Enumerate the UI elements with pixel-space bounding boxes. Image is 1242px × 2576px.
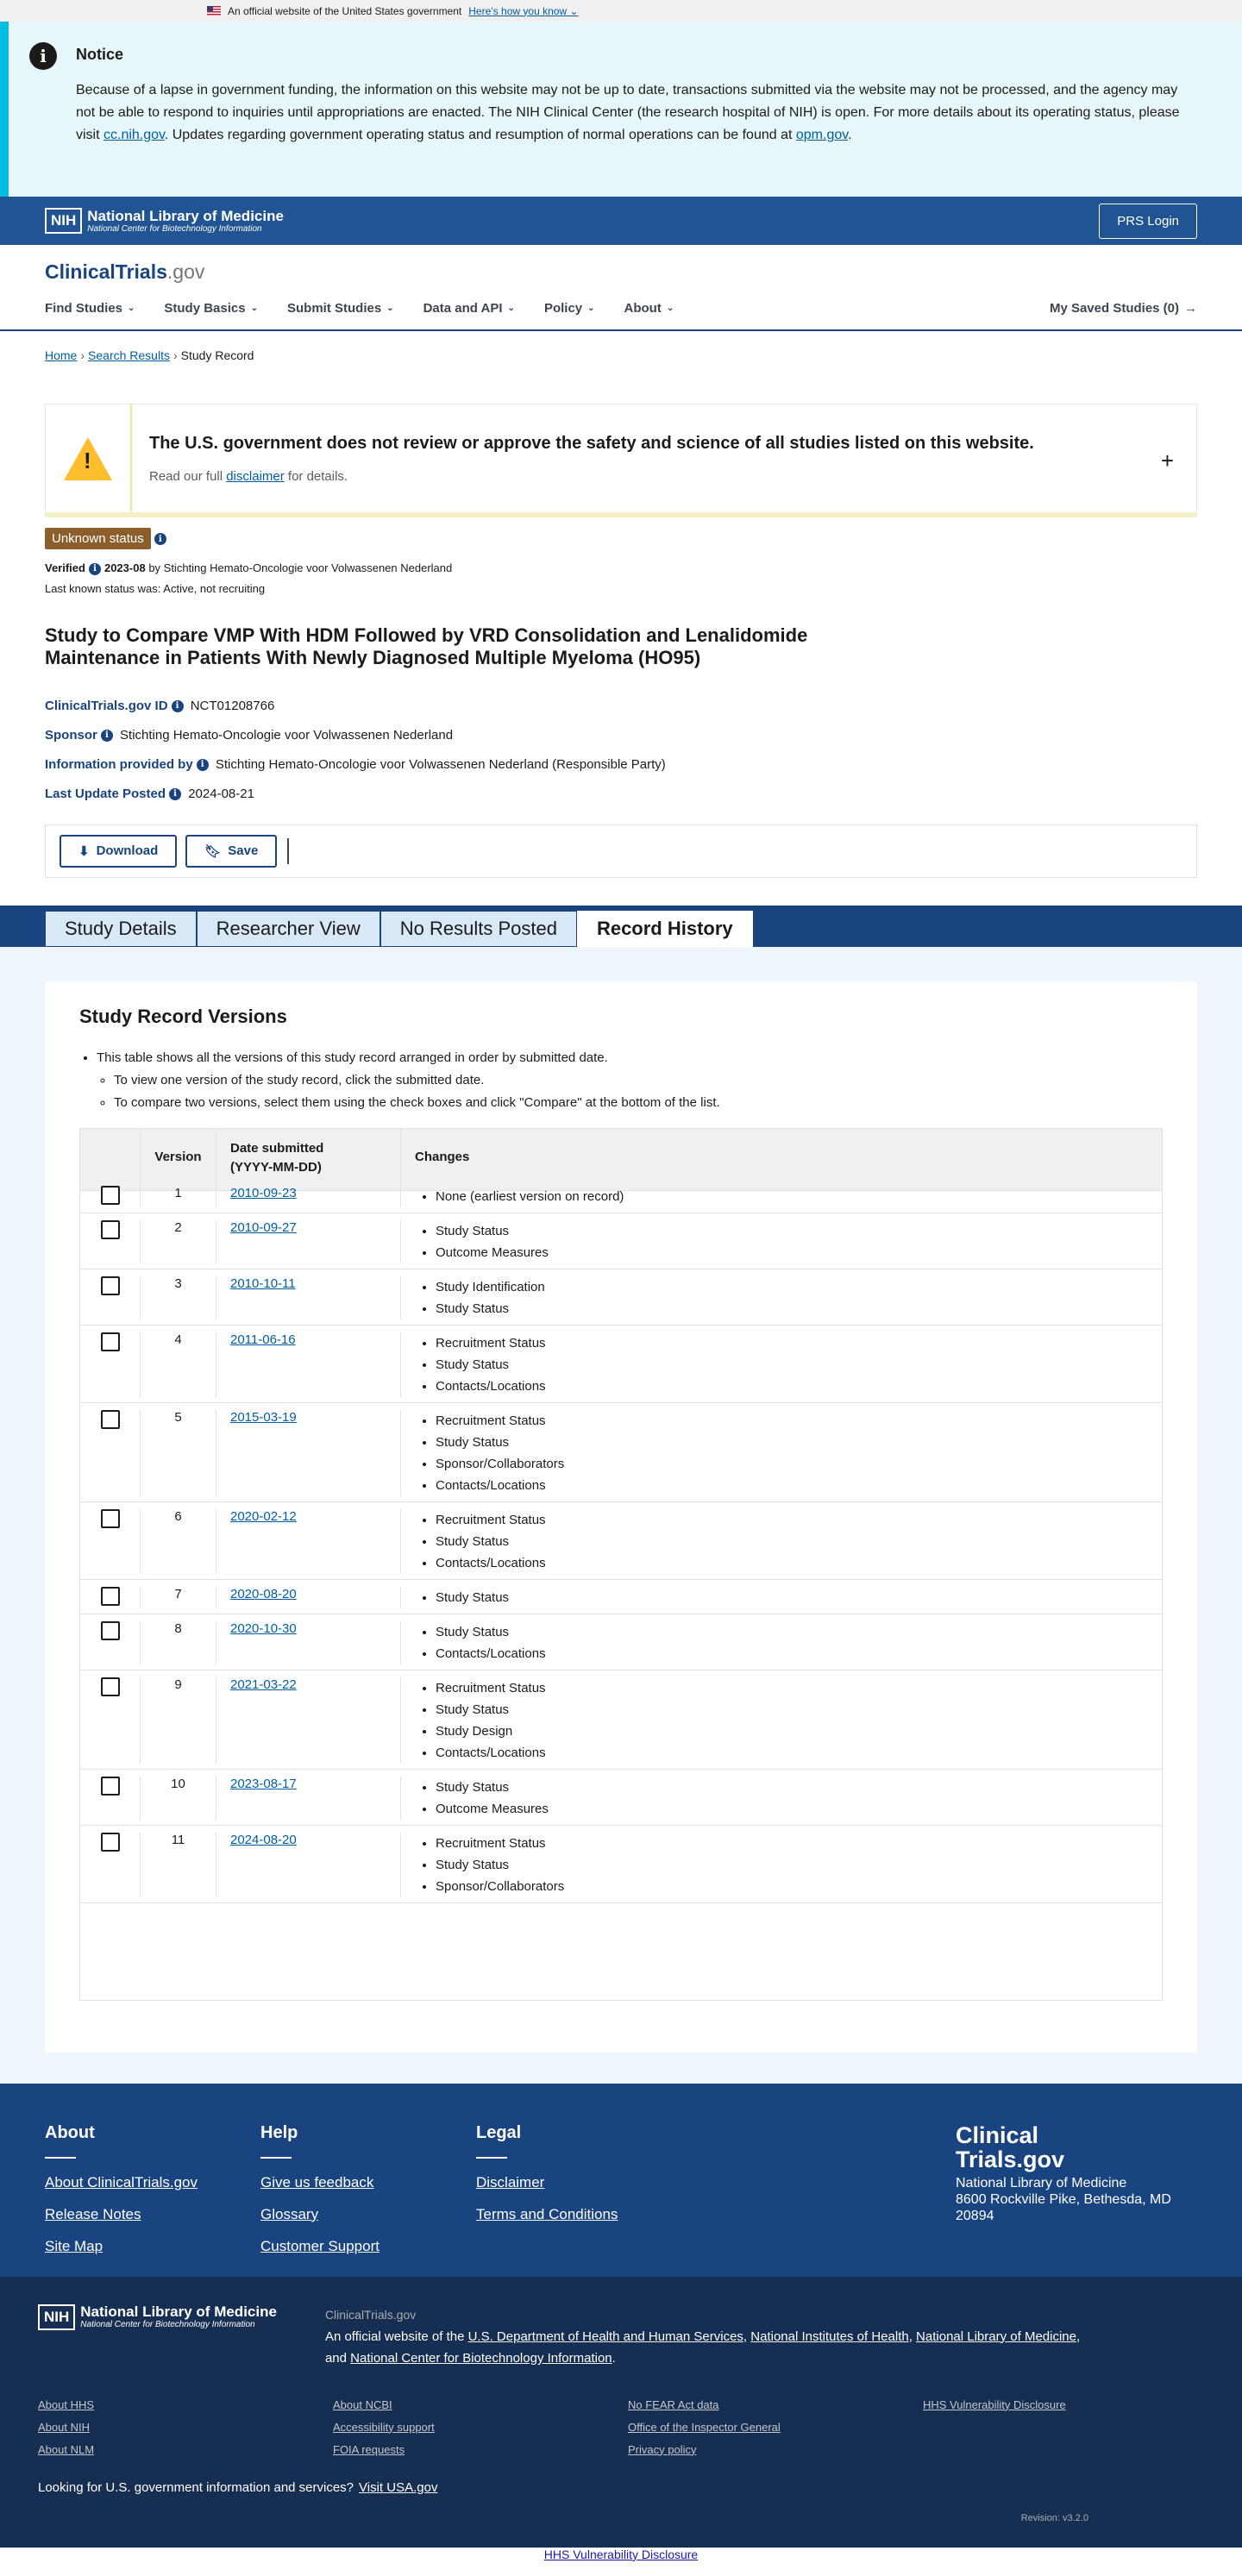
table-row [80, 1403, 1162, 1502]
usa-gov-link[interactable]: Visit USA.gov [359, 2479, 438, 2495]
footer-link[interactable]: Site Map [45, 2237, 104, 2254]
version-checkbox[interactable] [101, 1509, 120, 1528]
study-meta [45, 692, 1197, 809]
chevron-down-icon: ⌄ [507, 304, 515, 313]
footer-link[interactable]: HHS Vulnerability Disclosure [923, 2397, 1066, 2411]
footer-link[interactable]: Release Notes [45, 2205, 141, 2222]
divider [287, 838, 289, 864]
version-checkbox[interactable] [101, 1410, 120, 1429]
changes-list [436, 1777, 1162, 1820]
notice-alert [0, 22, 1242, 197]
table-row [80, 1614, 1162, 1670]
version-date-link[interactable]: 2023-08-17 [230, 1776, 297, 1791]
version-checkbox[interactable] [101, 1220, 120, 1239]
change-item: • Study Status [436, 1298, 1162, 1319]
chevron-right-icon: › [80, 348, 85, 362]
chevron-down-icon: ⌄ [587, 304, 595, 313]
breadcrumb [0, 331, 1242, 379]
change-item: • Study Status [436, 1432, 1162, 1453]
nav-about[interactable]: About ⌄ [624, 301, 674, 316]
breadcrumb-current: Study Record [180, 348, 254, 362]
version-date-link[interactable]: 2010-10-11 [230, 1275, 296, 1291]
change-item: • Recruitment Status [436, 1410, 1162, 1432]
change-item: • Sponsor/Collaborators [436, 1453, 1162, 1475]
nlm-header [0, 197, 1242, 245]
change-item: • Study Identification [436, 1276, 1162, 1298]
change-item: • Study Status [436, 1621, 1162, 1643]
footer-link[interactable]: About NLM [38, 2442, 95, 2456]
version-number: 1 [141, 1186, 216, 1207]
info-icon[interactable]: i [197, 759, 209, 771]
chevron-right-icon: › [172, 348, 178, 362]
action-bar [45, 824, 1197, 878]
change-item: • Contacts/Locations [436, 1643, 1162, 1664]
changes-list [436, 1220, 1162, 1263]
disclaimer-alert [45, 404, 1197, 517]
version-checkbox[interactable] [101, 1332, 120, 1351]
footer-link[interactable]: Disclaimer [476, 2173, 545, 2191]
change-item: • Study Status [436, 1354, 1162, 1376]
download-icon: ⬇ [78, 843, 90, 859]
version-date-link[interactable]: 2020-08-20 [230, 1586, 297, 1601]
change-item: • Study Status [436, 1699, 1162, 1720]
usa-gov-line: Looking for U.S. government information and services? Visit USA.gov [38, 2479, 438, 2495]
last-update-label: Last Update Posted [45, 787, 166, 802]
change-item: • Outcome Measures [436, 1242, 1162, 1263]
table-row [80, 1670, 1162, 1770]
versions-instructions: • This table shows all the versions of this study record arranged in order by submitted date. ◦ To view one version of the study record, click the submitted date. ◦ To compare two versions, select them using the check boxes and click "Compare" at the bottom of the list. [97, 1047, 1163, 1114]
footer-link[interactable]: Office of the Inspector General [628, 2420, 781, 2434]
chevron-down-icon: ⌄ [666, 304, 674, 313]
version-number: 7 [141, 1587, 216, 1608]
record-history-section [0, 947, 1242, 2084]
version-date-link[interactable]: 2010-09-27 [230, 1219, 297, 1235]
version-date-link[interactable]: 2015-03-19 [230, 1409, 297, 1425]
change-item: • Outcome Measures [436, 1798, 1162, 1820]
last-known-status: Last known status was: Active, not recruiting [45, 581, 266, 595]
how-you-know-link[interactable]: Here’s how you know ⌄ [468, 4, 579, 17]
changes-list [436, 1833, 1162, 1897]
table-row [80, 1326, 1162, 1403]
version-checkbox[interactable] [101, 1587, 120, 1606]
change-item: • Recruitment Status [436, 1833, 1162, 1854]
footer-link[interactable]: Glossary [260, 2205, 319, 2222]
version-checkbox[interactable] [101, 1186, 120, 1205]
breadcrumb-home[interactable]: Home [45, 348, 78, 362]
info-icon: i [29, 42, 57, 70]
change-item: • Recruitment Status [436, 1509, 1162, 1531]
footer-link[interactable]: Customer Support [260, 2237, 380, 2254]
col-version: Version [141, 1129, 216, 1190]
official-statement: ClinicalTrials.gov An official website of the U.S. Department of Health and Human Services, National Institutes of Health, National Library of Medicine, and National Center for Biotechnology Information. [324, 2307, 1081, 2366]
footer-top [0, 2084, 1242, 2277]
footer-brand: Clinical Trials.gov National Library of Medicine 8600 Rockville Pike, Bethesda, MD 20894 [956, 2122, 1171, 2223]
chevron-down-icon: ⌄ [386, 304, 394, 313]
chevron-down-icon: ⌄ [250, 304, 258, 313]
study-title: Study to Compare VMP With HDM Followed by VRD Consolidation and Lenalidomide Maintenance in Patients With Newly Diagnosed Multiple Myeloma (HO95) [45, 624, 808, 668]
col-changes: Changes [415, 1149, 470, 1164]
footer-gov-links [38, 2398, 1204, 2456]
change-item: • Sponsor/Collaborators [436, 1876, 1162, 1897]
changes-list [436, 1186, 1162, 1207]
table-row [80, 1770, 1162, 1826]
versions-title: Study Record Versions [79, 1005, 287, 1027]
footer-bottom [0, 2277, 1242, 2548]
chevron-down-icon: ⌄ [128, 304, 135, 313]
info-icon[interactable]: i [101, 730, 113, 742]
changes-list [436, 1509, 1162, 1574]
version-date-link[interactable]: 2021-03-22 [230, 1677, 297, 1692]
change-item: • Contacts/Locations [436, 1742, 1162, 1764]
gov-banner [0, 0, 1242, 22]
version-number: 5 [141, 1410, 216, 1496]
change-item: • Recruitment Status [436, 1677, 1162, 1699]
version-date-link[interactable]: 2010-09-23 [230, 1185, 297, 1200]
disclaimer-link[interactable]: disclaimer [226, 468, 285, 484]
info-icon[interactable]: i [172, 700, 184, 712]
col-date: Date submitted (YYYY-MM-DD) [216, 1129, 401, 1190]
change-item: • Contacts/Locations [436, 1552, 1162, 1574]
status-badge: Unknown status [45, 528, 151, 549]
footer-link[interactable]: Terms and Conditions [476, 2205, 618, 2222]
hhs-vulnerability-link[interactable]: HHS Vulnerability Disclosure [543, 2547, 699, 2561]
opm-link[interactable]: opm.gov [795, 128, 849, 142]
info-icon[interactable]: i [169, 788, 181, 800]
disclaimer-text: Read our full disclaimer for details. [149, 468, 348, 484]
version-checkbox[interactable] [101, 1833, 120, 1852]
change-item: • Recruitment Status [436, 1332, 1162, 1354]
breadcrumb-search-results[interactable]: Search Results [88, 348, 170, 362]
prs-login-button[interactable]: PRS Login [1099, 204, 1197, 239]
version-number: 9 [141, 1677, 216, 1764]
table-row [80, 1269, 1162, 1326]
study-tabs [0, 906, 1242, 947]
footer-link[interactable]: About ClinicalTrials.gov [45, 2173, 198, 2191]
footer-legal: Legal Disclaimer Terms and Conditions [476, 2123, 692, 2277]
us-flag-icon [207, 6, 221, 16]
nav-submit-studies[interactable]: Submit Studies ⌄ [287, 301, 394, 316]
change-item: • Contacts/Locations [436, 1376, 1162, 1397]
nav-policy[interactable]: Policy ⌄ [543, 301, 595, 316]
footer-link[interactable]: Accessibility support [333, 2420, 435, 2434]
ct-logo[interactable]: ClinicalTrials.gov [45, 260, 205, 283]
footer-link[interactable]: About NCBI [333, 2397, 392, 2411]
table-header [80, 1129, 1162, 1191]
version-checkbox[interactable] [101, 1677, 120, 1696]
warning-icon: ! [64, 437, 112, 480]
change-item: • Contacts/Locations [436, 1475, 1162, 1496]
change-item: • Study Status [436, 1854, 1162, 1876]
footer-link[interactable]: Privacy policy [628, 2442, 697, 2456]
bottom-bar [0, 2548, 1242, 2561]
change-item: • Study Status [436, 1587, 1162, 1608]
changes-list [436, 1276, 1162, 1319]
sponsor-label: Sponsor [45, 728, 97, 743]
expand-plus-icon[interactable]: + [1160, 448, 1174, 473]
change-item: • None (earliest version on record) [436, 1186, 1162, 1207]
nlm-name: National Library of Medicine [87, 207, 284, 224]
version-number: 3 [141, 1276, 216, 1319]
version-number: 4 [141, 1332, 216, 1397]
tab-record-history[interactable]: Record History [577, 911, 753, 947]
footer-link[interactable]: No FEAR Act data [628, 2397, 719, 2411]
footer-help: Help Give us feedback Glossary Customer Support [260, 2123, 476, 2277]
table-row [80, 1213, 1162, 1269]
footer-link[interactable]: FOIA requests [333, 2442, 405, 2456]
download-button[interactable]: ⬇ Download [60, 835, 177, 868]
nlm-logo[interactable] [45, 208, 284, 234]
footer-link[interactable]: About NIH [38, 2420, 90, 2434]
version-checkbox[interactable] [101, 1777, 120, 1796]
change-item: • Study Status [436, 1220, 1162, 1242]
verified-line: Verified i 2023-08 by Stichting Hemato-Oncologie voor Volwassenen Nederland [45, 561, 453, 574]
versions-table [79, 1128, 1163, 2001]
version-number: 6 [141, 1509, 216, 1574]
table-row [80, 1580, 1162, 1614]
gov-banner-text: An official website of the United States government [228, 4, 462, 17]
versions-card [45, 981, 1197, 2053]
footer-about: About About ClinicalTrials.gov Release Notes Site Map [45, 2123, 260, 2277]
info-provided-label: Information provided by [45, 757, 193, 773]
version-date-link[interactable]: 2011-06-16 [230, 1332, 296, 1347]
changes-list [436, 1587, 1162, 1608]
study-id: NCT01208766 [190, 699, 275, 714]
nav-saved-studies[interactable]: My Saved Studies (0) → [1049, 301, 1197, 316]
bookmark-icon: 🔖︎ [204, 843, 222, 859]
nav-study-basics[interactable]: Study Basics ⌄ [164, 301, 258, 316]
version-number: 2 [141, 1220, 216, 1263]
main-nav [45, 301, 1197, 316]
save-button[interactable]: 🔖︎ Save [185, 835, 277, 868]
tab-researcher-view[interactable]: Researcher View [197, 911, 380, 947]
nav-find-studies[interactable]: Find Studies ⌄ [45, 301, 135, 316]
nlm-sub: National Center for Biotechnology Information [87, 223, 262, 234]
changes-list [436, 1410, 1162, 1496]
footer-link[interactable]: Give us feedback [260, 2173, 374, 2191]
table-row [80, 1502, 1162, 1580]
id-label: ClinicalTrials.gov ID [45, 699, 168, 714]
version-date-link[interactable]: 2024-08-20 [230, 1832, 297, 1847]
nih-logo: NIH [45, 208, 82, 234]
version-date-link[interactable]: 2020-10-30 [230, 1620, 297, 1636]
tab-study-details[interactable]: Study Details [45, 911, 197, 947]
version-number: 10 [141, 1777, 216, 1820]
info-provided-value: Stichting Hemato-Oncologie voor Volwassenen Nederland (Responsible Party) [215, 757, 666, 773]
nav-data-api[interactable]: Data and API ⌄ [423, 301, 515, 316]
table-body [80, 1179, 1162, 1903]
version-date-link[interactable]: 2020-02-12 [230, 1508, 297, 1524]
change-item: • Study Status [436, 1531, 1162, 1552]
tab-no-results-posted[interactable]: No Results Posted [380, 911, 577, 947]
arrow-right-icon: → [1184, 301, 1197, 316]
version-number: 11 [141, 1833, 216, 1897]
notice-title: Notice [76, 46, 124, 63]
sponsor-value: Stichting Hemato-Oncologie voor Volwassenen Nederland [120, 728, 454, 743]
footer-link[interactable]: About HHS [38, 2397, 95, 2411]
cc-nih-link[interactable]: cc.nih.gov [104, 128, 165, 142]
site-header [0, 245, 1242, 331]
info-icon[interactable]: i [154, 533, 166, 545]
last-update-value: 2024-08-21 [188, 787, 254, 802]
info-icon[interactable]: i [89, 563, 101, 575]
changes-list [436, 1677, 1162, 1764]
notice-body: Because of a lapse in government funding, the information on this website may not be up to date, transactions submitted via the website may not be processed, and the agency may not be able to respond to inquiries until appropriations are enacted. The NIH Clinical Center (the research hospital of NIH) is open. For more details about its operating status, please visit cc.nih.gov. Updates regarding government operating status and resumption of normal operations can be found at opm.gov. [76, 83, 1180, 142]
change-item: • Study Design [436, 1720, 1162, 1742]
version-checkbox[interactable] [101, 1276, 120, 1295]
version-checkbox[interactable] [101, 1621, 120, 1640]
change-item: • Study Status [436, 1777, 1162, 1798]
changes-list [436, 1332, 1162, 1397]
study-header [0, 517, 1242, 809]
table-row [80, 1826, 1162, 1903]
version-number: 8 [141, 1621, 216, 1664]
changes-list [436, 1621, 1162, 1664]
revision: Revision: v3.2.0 [1020, 2512, 1088, 2523]
disclaimer-title: The U.S. government does not review or approve the safety and science of all studies listed on this website. [149, 433, 1034, 453]
nlm-footer-logo[interactable]: NIH National Library of Medicine National Center for Biotechnology Information [38, 2304, 277, 2330]
